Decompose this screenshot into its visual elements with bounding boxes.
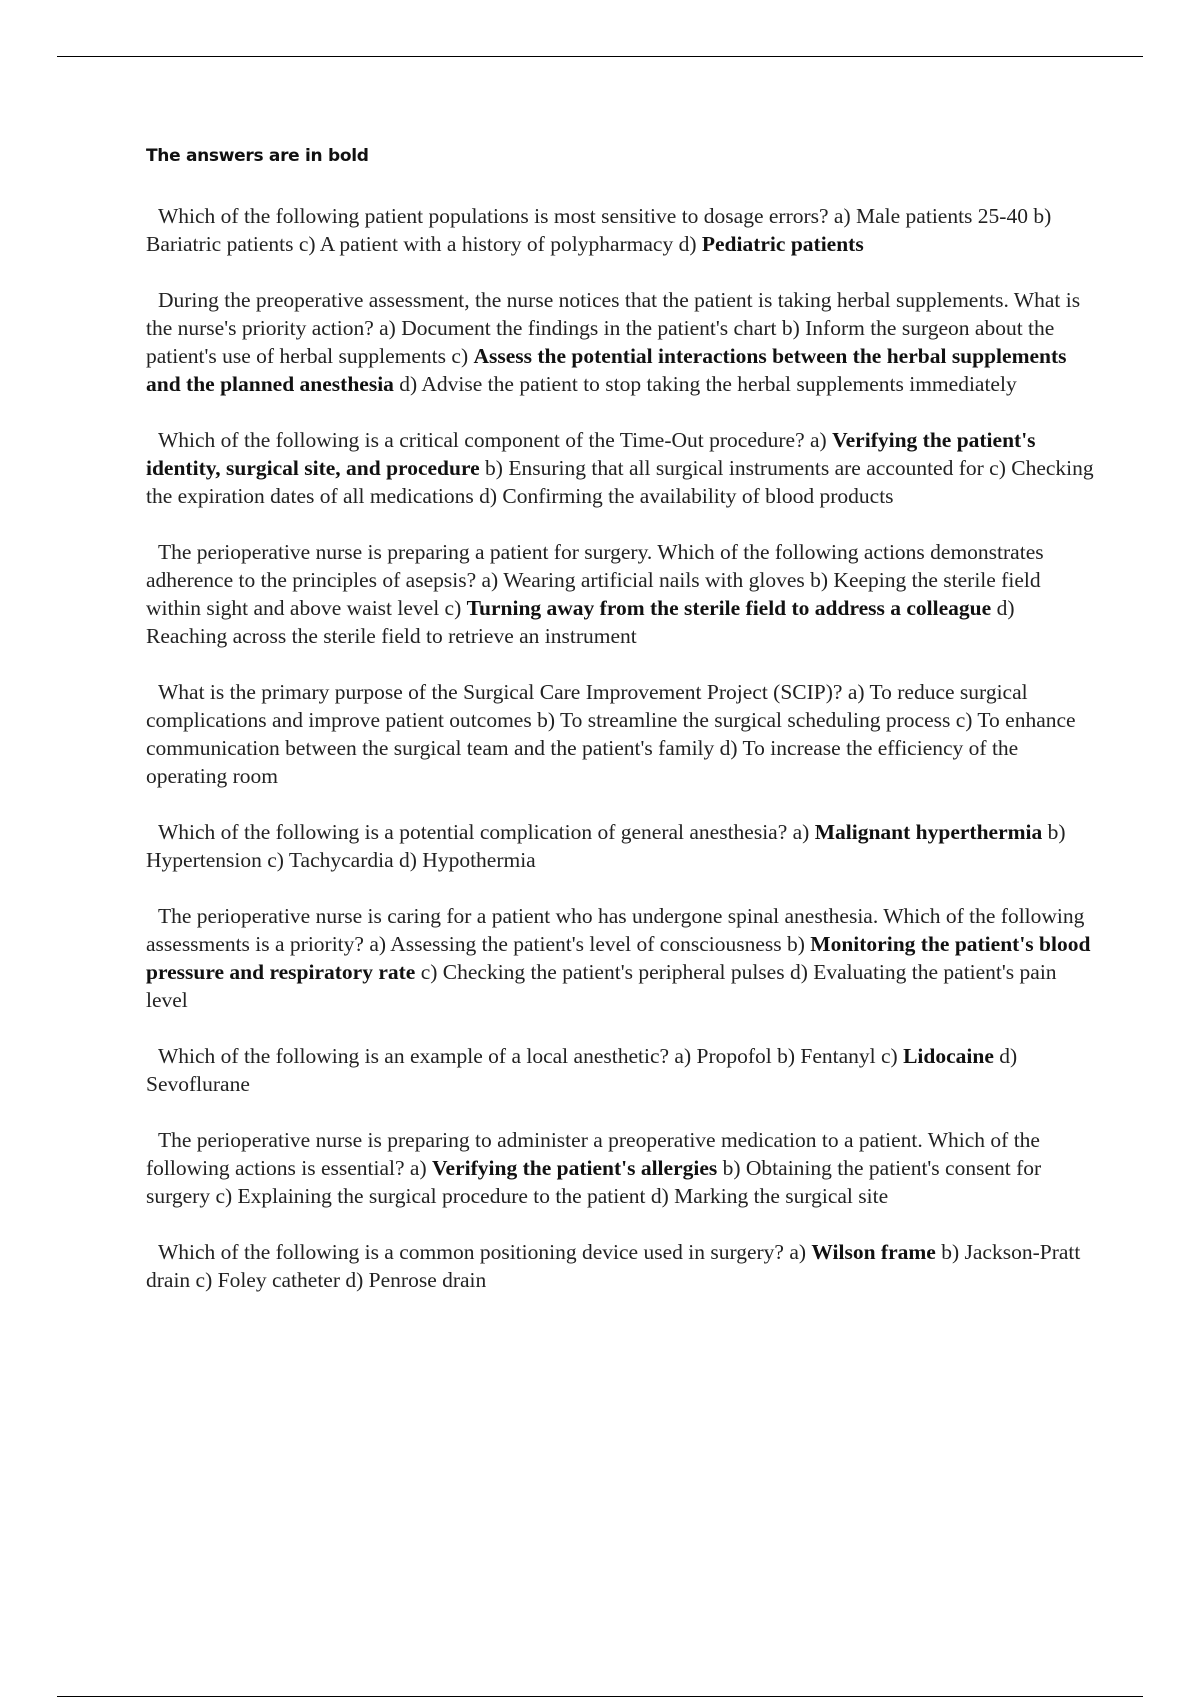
question-paragraph bbox=[146, 902, 1100, 1014]
page-heading: The answers are in bold bbox=[146, 146, 369, 166]
correct-answer: Assess the potential interactions between the herbal supplements and the planned anesthesia bbox=[146, 344, 1067, 396]
question-paragraph bbox=[146, 286, 1100, 398]
header-rule bbox=[57, 56, 1143, 57]
question-paragraph bbox=[146, 1126, 1100, 1210]
correct-answer: Wilson frame bbox=[811, 1240, 936, 1264]
footer-rule bbox=[57, 1696, 1143, 1697]
question-text: Which of the following is a critical component of the Time-Out procedure? a) bbox=[158, 428, 833, 452]
question-text: During the preoperative assessment, the nurse notices that the patient is taking herbal supplements. What is the nurse's priority action? a) Document the findings in the patient's chart b) Inform the surgeon about the patient's use of herbal supplements c) bbox=[146, 288, 1081, 368]
question-text: d) Sevoflurane bbox=[146, 1044, 1018, 1096]
question-text: d) Reaching across the sterile field to retrieve an instrument bbox=[146, 596, 1015, 648]
question-text: Which of the following is a common positioning device used in surgery? a) bbox=[158, 1240, 812, 1264]
question-text: b) Hypertension c) Tachycardia d) Hypothermia bbox=[146, 820, 1066, 872]
question-paragraph bbox=[146, 426, 1100, 510]
question-text: Which of the following is a potential complication of general anesthesia? a) bbox=[158, 820, 815, 844]
question-paragraph bbox=[146, 202, 1100, 258]
correct-answer: Verifying the patient's allergies bbox=[432, 1156, 718, 1180]
question-list bbox=[146, 202, 1100, 1322]
question-text: The perioperative nurse is preparing to administer a preoperative medication to a patient. Which of the following actions is essential? a) bbox=[146, 1128, 1040, 1180]
question-text: The perioperative nurse is preparing a patient for surgery. Which of the following actions demonstrates adherence to the principles of asepsis? a) Wearing artificial nails with gloves b) Keeping the sterile field within sight and above waist level c) bbox=[146, 540, 1044, 620]
question-text: The perioperative nurse is caring for a patient who has undergone spinal anesthesia. Which of the following assessments is a priority? a) Assessing the patient's level of consciousness b) bbox=[146, 904, 1085, 956]
question-paragraph bbox=[146, 678, 1100, 790]
correct-answer: Turning away from the sterile field to address a colleague bbox=[466, 596, 992, 620]
question-text: d) Advise the patient to stop taking the herbal supplements immediately bbox=[393, 372, 1017, 396]
question-paragraph bbox=[146, 818, 1100, 874]
question-text: Which of the following is an example of a local anesthetic? a) Propofol b) Fentanyl c) bbox=[158, 1044, 904, 1068]
question-text: What is the primary purpose of the Surgical Care Improvement Project (SCIP)? a) To reduce surgical complications and improve patient outcomes b) To streamline the surgical scheduling process c) To enhance communication between the surgical team and the patient's family d) To increase the efficiency of the operating room bbox=[146, 680, 1076, 788]
question-text: b) Ensuring that all surgical instruments are accounted for c) Checking the expiration dates of all medications d) Confirming the availability of blood products bbox=[146, 456, 1094, 508]
correct-answer: Pediatric patients bbox=[701, 232, 864, 256]
question-text: Which of the following patient populations is most sensitive to dosage errors? a) Male patients 25-40 b) Bariatric patients c) A patient with a history of polypharmacy d) bbox=[146, 204, 1052, 256]
question-text: b) Obtaining the patient's consent for surgery c) Explaining the surgical procedure to the patient d) Marking the surgical site bbox=[146, 1156, 1042, 1208]
question-paragraph bbox=[146, 1042, 1100, 1098]
question-text: b) Jackson-Pratt drain c) Foley catheter d) Penrose drain bbox=[146, 1240, 1081, 1292]
question-paragraph bbox=[146, 538, 1100, 650]
question-text: c) Checking the patient's peripheral pulses d) Evaluating the patient's pain level bbox=[146, 960, 1057, 1012]
correct-answer: Lidocaine bbox=[903, 1044, 994, 1068]
correct-answer: Verifying the patient's identity, surgical site, and procedure bbox=[146, 428, 1036, 480]
question-paragraph bbox=[146, 1238, 1100, 1294]
correct-answer: Monitoring the patient's blood pressure and respiratory rate bbox=[146, 932, 1091, 984]
correct-answer: Malignant hyperthermia bbox=[814, 820, 1043, 844]
